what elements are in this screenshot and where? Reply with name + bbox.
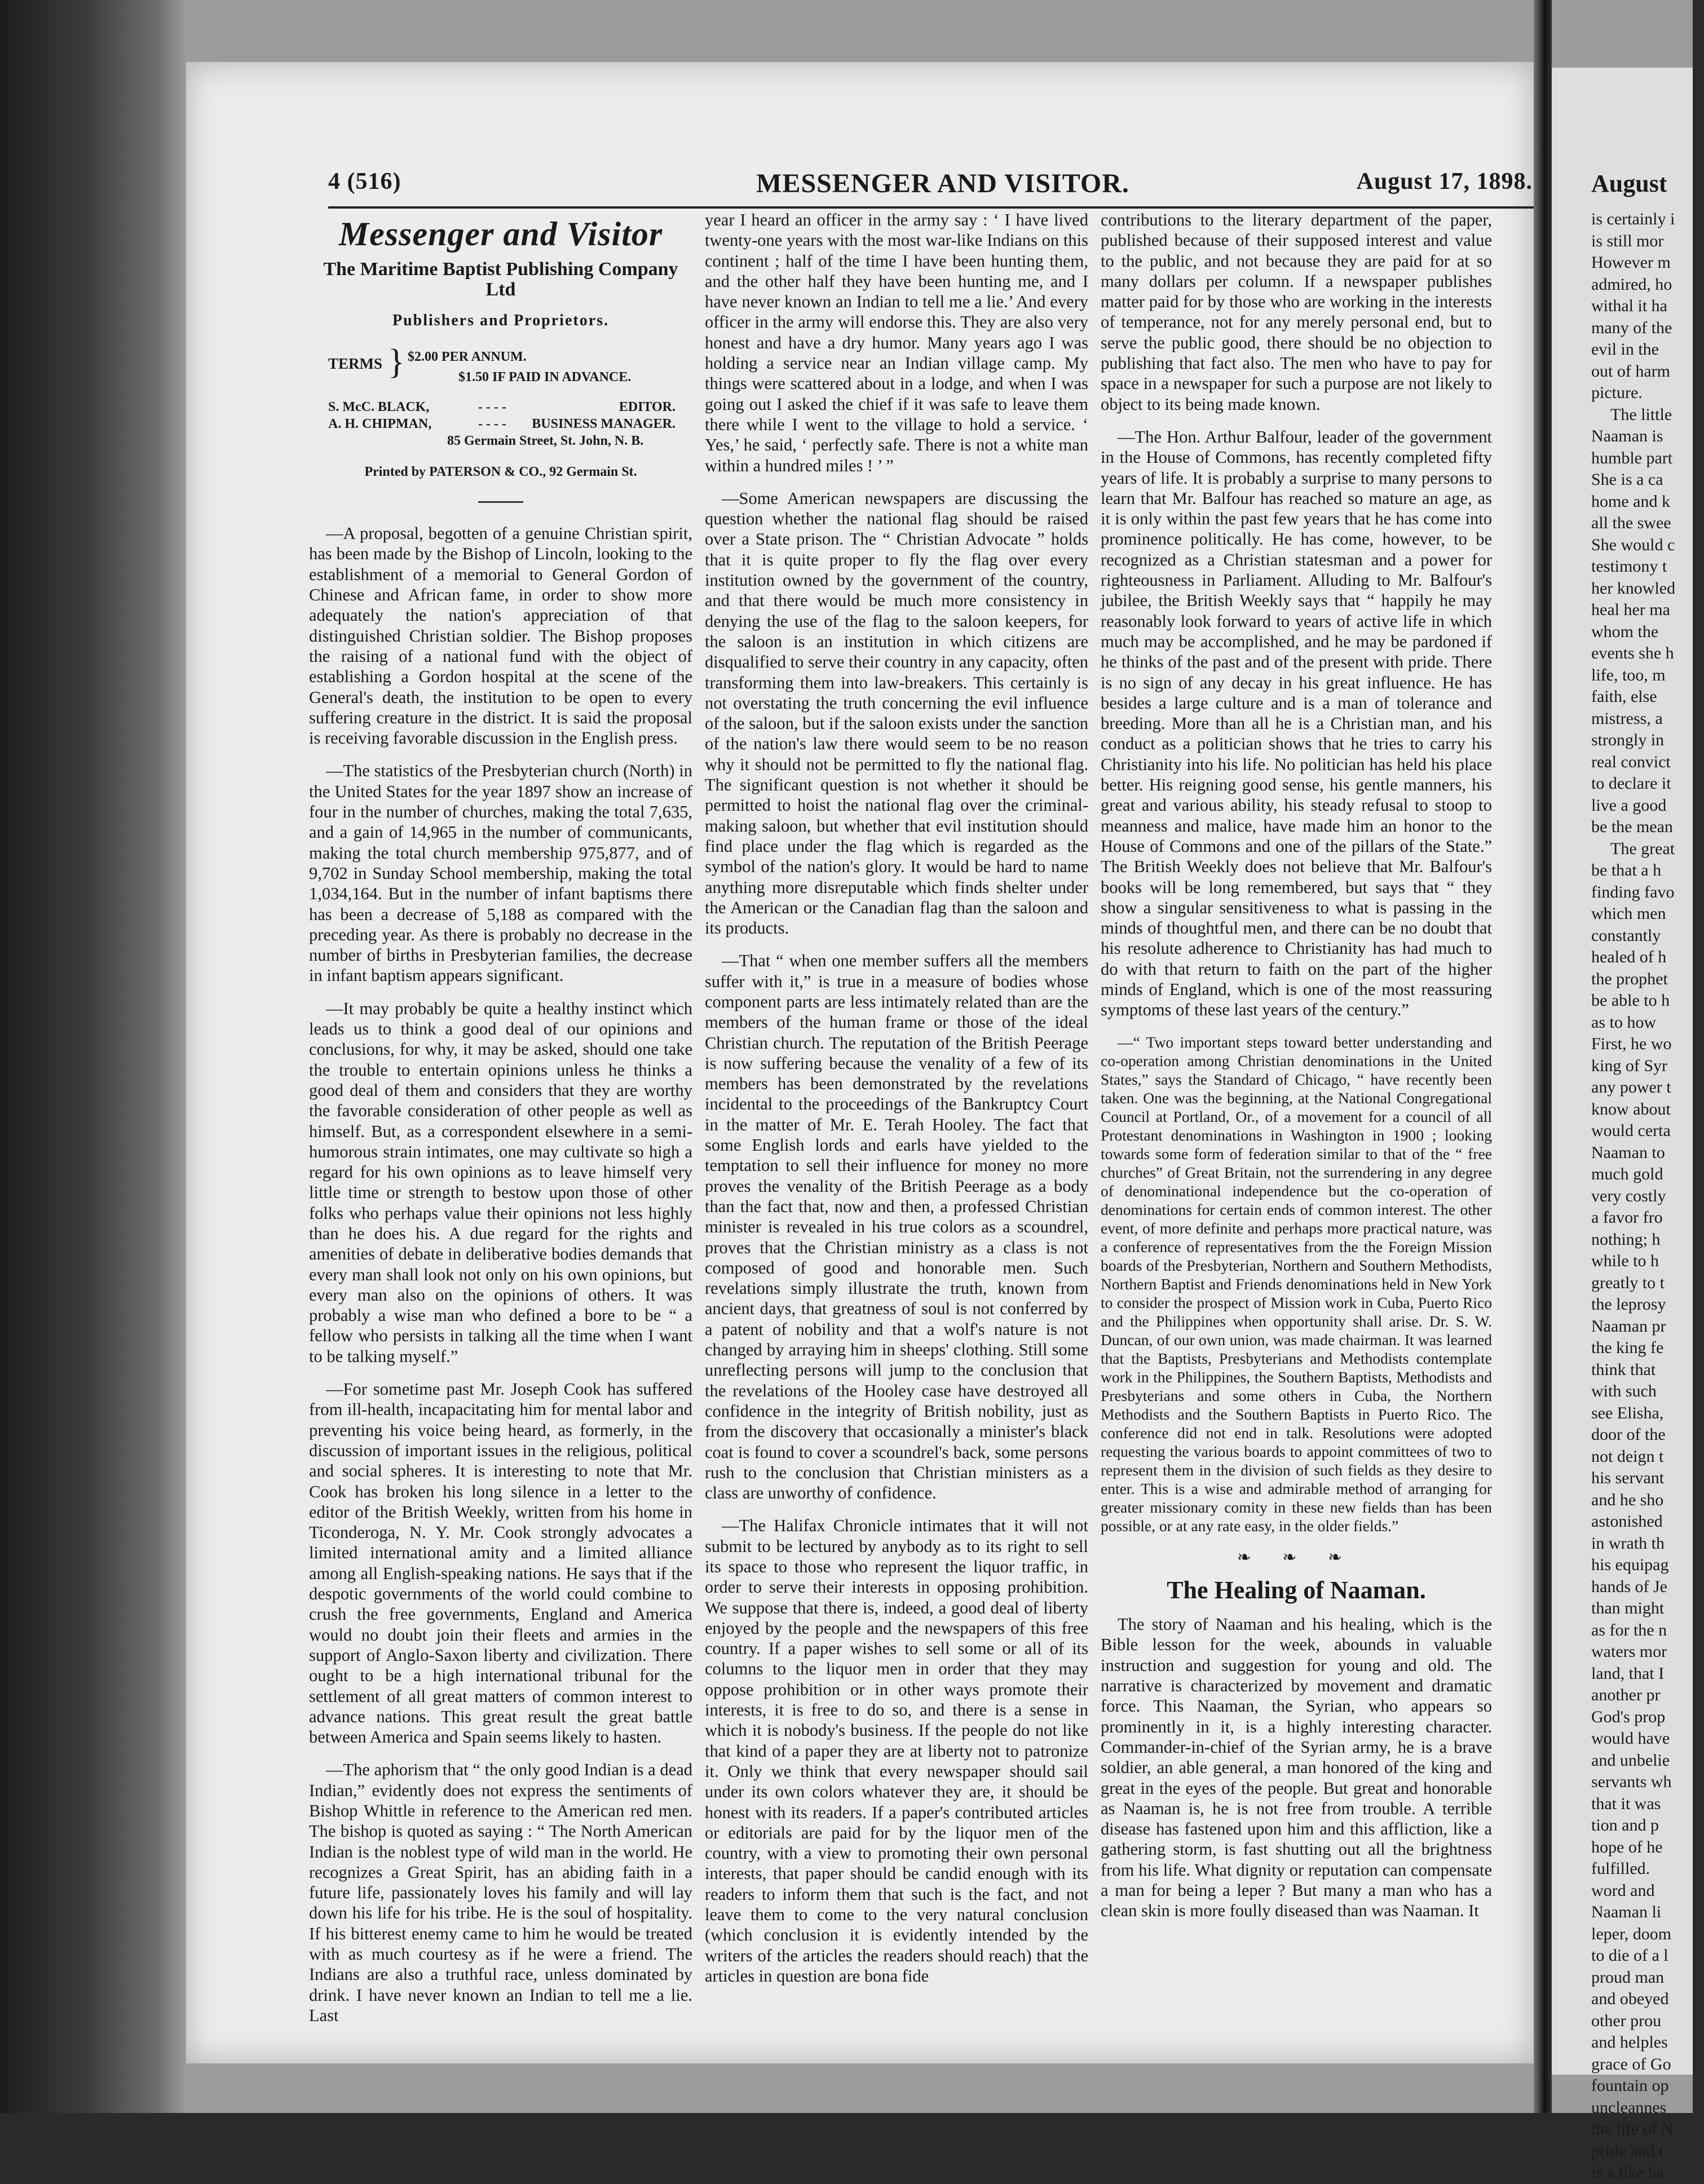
facing-page-line: king of Syr: [1591, 1056, 1667, 1075]
editor-name: S. McC. BLACK,: [328, 399, 430, 414]
column-2: [705, 210, 1088, 1999]
facing-page-line: nothing; h: [1591, 1230, 1661, 1249]
leader-dots: - - - -: [478, 399, 506, 414]
subscription-terms: [309, 340, 692, 391]
facing-page-line: tion and p: [1591, 1816, 1659, 1834]
column-3: [1101, 210, 1492, 1934]
facing-page-line: many of the: [1591, 318, 1672, 337]
facing-page-line: his servant: [1591, 1469, 1665, 1487]
article-paragraph: —The Halifax Chronicle intimates that it will not submit to be lectured by anybody as to its right to sell its space to those who represent the liquor traffic, in order to serve their interests in opposing prohibition. We suppose that there is, indeed, a good deal of liberty enjoyed by the people and the newspapers of this free country. If a paper wishes to sell some or all of its columns to the liquor men in order that they may oppose prohibition or in other ways promote their interests, it is free to do so, and there is a sense in which it is nobody's business. If the people do not like that kind of a paper they are at liberty not to patronize it. Only we think that every newspaper should sail under its own colors whatever they are, it should be honest with its readers. If a paper's contributed articles or editorials are paid for by the liquor men of the country, with a view to promoting their own personal interests, that paper should be candid enough with its readers to inform them that such is the fact, and not leave them to come to the very natural conclusion (which conclusion it is evidently intended by the writers of the articles the readers should reach) that the articles in question are bona fide: [705, 1516, 1088, 1986]
facing-page-line: Naaman is: [1591, 427, 1663, 445]
facing-page-line: hands of Je: [1591, 1577, 1667, 1596]
facing-page-line: the life of N: [1591, 2120, 1674, 2138]
facing-page-line: evil in the: [1591, 340, 1659, 359]
section-heading: The Healing of Naaman.: [1167, 1576, 1426, 1604]
facing-page-line: home and k: [1591, 492, 1670, 511]
facing-page-line: be that a h: [1591, 861, 1662, 879]
header-rule: [328, 206, 1535, 209]
facing-page-line: and unbelie: [1591, 1750, 1670, 1770]
facing-page-line: as for the n: [1591, 1620, 1667, 1639]
facing-page-line: and he sho: [1591, 1490, 1664, 1509]
manager-role: BUSINESS MANAGER.: [532, 416, 676, 431]
masthead-title: Messenger and Visitor: [338, 215, 663, 253]
facing-page-line: Naaman pr: [1591, 1316, 1666, 1336]
facing-page-line: land, that I: [1591, 1664, 1665, 1683]
facing-page-line: healed of h: [1591, 948, 1667, 966]
terms-label: TERMS: [328, 355, 383, 372]
book-gutter: [1534, 0, 1552, 2113]
staff-list: [309, 399, 692, 449]
facing-page-line: picture.: [1591, 383, 1643, 402]
facing-page-line: while to h: [1591, 1252, 1659, 1270]
facing-page-line: that it was: [1591, 1794, 1661, 1813]
facing-page-text: [1591, 209, 1704, 2184]
facing-page-line: events she h: [1591, 644, 1674, 662]
editor-row: [309, 399, 692, 415]
facing-page-line: all the swee: [1591, 514, 1671, 532]
facing-page-line: humble part: [1591, 448, 1673, 467]
facing-page-line: finding favo: [1591, 882, 1675, 901]
paper-name: MESSENGER AND VISITOR.: [756, 169, 1129, 198]
facing-page-line: door of the: [1591, 1425, 1666, 1444]
facing-page-line: grace of Go: [1591, 2054, 1671, 2074]
printer-line: Printed by PATERSON & CO., 92 Germain St.: [364, 464, 637, 479]
article-paragraph: —The Hon. Arthur Balfour, leader of the government in the House of Commons, has recently completed fifty years of life. It is probably a surprise to many persons to learn that Mr. Balfour has reached so mature an age, as it is only within the past few years that he has come into prominence politically. He has come, however, to be recognized as a Christian statesman and a power for righteousness in Parliament. Alluding to Mr. Balfour's jubilee, the British Weekly says that “ happily he may reasonably look forward to years of active life in which much may be accomplished, and he may be pardoned if he thinks of the past and of the present with pride. There is no sign of any decay in his great influence. He has besides a large culture and is a man of tolerance and breeding. More than all he is a Christian man, and his conduct as a politician shows that he tries to carry his Christianity into his life. No politician has held his place better. His reigning good sense, his gentle manners, his great and various ability, his steady refusal to stoop to meanness and malice, have made him an honor to the House of Commons and one of the pillars of the State.” The British Weekly does not believe that Mr. Balfour's books will be long remembered, but says that “ they show a singular sensitiveness to what is passing in the minds of thoughtful men, and there can be no doubt that his resolute adherence to Christianity has had much to do with that return to faith on the part of the higher minds of England, which is one of the most reassuring symptoms of these last years of the century.”: [1101, 427, 1492, 1020]
facing-page-line: is certainly i: [1591, 210, 1675, 228]
newspaper-page: [186, 62, 1534, 2063]
facing-page-header: August: [1591, 170, 1667, 197]
facing-page-line: leper, doom: [1591, 1924, 1672, 1943]
facing-page-line: is a like ha: [1591, 2163, 1665, 2182]
facing-page-line: be the mean: [1591, 817, 1673, 836]
article-paragraph: —A proposal, begotten of a genuine Christian spirit, has been made by the Bishop of Lincoln, looking to the establishment of a memorial to General Gordon of Chinese and African fame, in order to show more adequately the nation's appreciation of that distinguished Christian soldier. The Bishop proposes the raising of a national fund with the object of establishing a Gordon hospital at the scene of the General's death, the institution to be open to every suffering creature in the district. It is said the proposal is receiving favorable discussion in the English press.: [309, 524, 692, 748]
facing-page-line: her knowled: [1591, 578, 1676, 598]
facing-page-line: be able to h: [1591, 991, 1670, 1010]
facing-page: [1552, 68, 1693, 2182]
facing-page-line: strongly in: [1591, 731, 1665, 749]
facing-page-line: in wrath th: [1591, 1533, 1665, 1553]
facing-page-line: his equipag: [1591, 1555, 1669, 1574]
facing-page-line: a favor fro: [1591, 1208, 1663, 1227]
facing-page-line: think that: [1591, 1360, 1656, 1379]
article-paragraph: —Some American newspapers are discussing the question whether the national flag should be raised over a State prison. The “ Christian Advocate ” holds that it is quite proper to fly the flag over every institution owned by the government of the country, and that there would be much more consistency in denying the use of the flag to the saloon keepers, for the saloon is an institution in which citizens are disqualified to serve their country in any capacity, often transforming them into law-breakers. This certainly is not overstating the truth concerning the evil influence of the saloon, but if the saloon exists under the sanction of the nation's law there would seem to be no reason why it should not be permitted to fly the national flag. The significant question is not whether it should be permitted to hoist the national flag over the criminal-making saloon, but whether that evil institution should find place under the flag which is regarded as the symbol of the nation's glory. It would be hard to name anything more disreputable which finds shelter under the American or the Canadian flag than the saloon and its products.: [705, 488, 1088, 938]
facing-page-line: would have: [1591, 1729, 1670, 1748]
facing-page-line: the prophet: [1591, 969, 1668, 988]
manager-row: [309, 415, 692, 432]
leader-dots: - - - -: [478, 416, 506, 431]
article-paragraph: —For sometime past Mr. Joseph Cook has suffered from ill-health, incapacitating him for mental labor and preventing his voice being heard, as formerly, in the discussion of important issues in the religious, political and social spheres. It is interesting to note that Mr. Cook has broken his long silence in a letter to the editor of the British Weekly, written from his home in Ticonderoga, N. Y. Mr. Cook strongly advocates a limited international amity and a limited alliance among all English-speaking nations. He says that if the despotic governments of the world could combine to crush the free governments, England and America would no doubt join their fleets and armies in the support of Anglo-Saxon liberty and civilization. There ought to be a high international tribunal for the settlement of all great matters of common interest to advance nations. This great result the great battle between America and Spain seems likely to hasten.: [309, 1380, 692, 1747]
facing-page-line: and obeyed: [1591, 1990, 1669, 2008]
facing-page-line: faith, else: [1591, 687, 1657, 706]
masthead-proprietors: Publishers and Proprietors.: [392, 311, 610, 329]
facing-page-line: to declare it: [1591, 774, 1671, 793]
facing-page-line: withal it ha: [1591, 297, 1667, 315]
facing-page-line: another pr: [1591, 1686, 1661, 1704]
facing-page-line: She would c: [1591, 535, 1675, 554]
facing-page-line: much gold: [1591, 1165, 1663, 1183]
facing-page-line: She is a ca: [1591, 470, 1663, 489]
facing-page-line: waters mor: [1591, 1642, 1667, 1661]
facing-page-line: astonished: [1591, 1512, 1663, 1531]
facing-page-line: servants wh: [1591, 1772, 1672, 1791]
article-paragraph: —The aphorism that “ the only good Indian is a dead Indian,” evidently does not express the sentiments of Bishop Whittle in reference to the American red men. The bishop is quoted as saying : “ The North American Indian is the noblest type of wild man in the world. He recognizes a Great Spirit, has an abiding faith in a future life, passionately loves his family and will lay down his life for his tribe. He is the soul of hospitality. If his bitterest enemy came to him he would be treated with as much courtesy as if he were a friend. The Indians are also a truthful race, unless dominated by drink. I have never known an Indian to tell me a lie. Last: [309, 1760, 692, 2025]
facing-page-line: real convict: [1591, 752, 1671, 771]
page-number: 4 (516): [328, 169, 401, 194]
facing-page-line: admired, ho: [1591, 275, 1672, 294]
facing-page-line: whom the: [1591, 622, 1659, 641]
office-address: 85 Germain Street, St. John, N. B.: [447, 433, 644, 448]
facing-page-line: mistress, a: [1591, 709, 1663, 728]
article-paragraph: The story of Naaman and his healing, which is the Bible lesson for the week, abounds in valuable instruction and suggestion for young and old. The narrative is characterized by movement and dramatic force. This Naaman, the Syrian, who appears so prominently in it, is a highly interesting character. Commander-in-chief of the Syrian army, he is a brave soldier, an able general, a man honored of the king and great in the eyes of the people. But great and honorable as Naaman is, he is not free from trouble. A terrible disease has fastened upon him and this affliction, like a gathering storm, is fast shutting out all the brightness from his life. What dignity or reputation can compensate a man for being a leper ? But many a man who has a clean skin is more foully diseased than was Naaman. It: [1101, 1615, 1492, 1921]
facing-page-line: the king fe: [1591, 1338, 1664, 1357]
facing-page-line: pride and t: [1591, 2141, 1664, 2160]
issue-date: August 17, 1898.: [1356, 169, 1533, 194]
facing-page-line: The little: [1610, 405, 1672, 424]
facing-page-line: The great: [1610, 839, 1675, 858]
facing-page-line: Naaman li: [1591, 1903, 1662, 1921]
facing-page-line: constantly: [1591, 926, 1661, 945]
article-paragraph: —The statistics of the Presbyterian church (North) in the United States for the year 1897 show an increase of four in the number of churches, making the total 7,635, and a gain of 14,965 in the number of communicants, making the total church membership 975,877, and of 9,702 in Sunday School membership, making the total 1,034,164. But in the number of infant baptisms there has been a decrease of 5,188 as compared with the preceding year. As there is probably no decrease in the number of births in Presbyterian families, the decrease in infant baptism appears significant.: [309, 761, 692, 985]
facing-page-line: greatly to t: [1591, 1273, 1665, 1292]
facing-page-line: out of harm: [1591, 361, 1670, 381]
facing-page-line: God's prop: [1591, 1707, 1666, 1726]
column-1: [309, 210, 692, 2038]
editor-role: EDITOR.: [619, 399, 676, 414]
masthead-publisher: The Maritime Baptist Publishing Company Ltd: [323, 259, 678, 300]
facing-page-line: fulfilled.: [1591, 1859, 1650, 1878]
manager-name: A. H. CHIPMAN,: [328, 416, 432, 431]
facing-page-line: live a good: [1591, 795, 1667, 815]
facing-page-line: is still mor: [1591, 231, 1664, 250]
facing-page-line: life, too, m: [1591, 665, 1666, 684]
facing-page-line: and helples: [1591, 2033, 1668, 2052]
terms-annual: $2.00 PER ANNUM.: [408, 349, 527, 364]
facing-page-line: than might: [1591, 1599, 1665, 1617]
masthead: [309, 215, 692, 331]
facing-page-line: fountain op: [1591, 2076, 1669, 2095]
article-paragraph: —“ Two important steps toward better understanding and co-operation among Christian denominations in the United States,” says the Standard of Chicago, “ have recently been taken. One was the beginning, at the National Congregational Council at Portland, Or., of a movement for a council of all Protestant denominations in Washington in 1900 ; looking towards some form of federation similar to that of the “ free churches” of Great Britain, not the surrendering in any degree of denominational independence but the co-operation of denominations for certain ends of common interest. The other event, of more definite and perhaps more practical nature, was a conference of representatives from the the Foreign Mission boards of the Presbyterian, Northern and Southern Methodists, Northern Baptist and Friends denominations held in New York to consider the prospect of Mission work in Cuba, Puerto Rico and the Philippines when opportunity shall arise. Dr. S. W. Duncan, of our own union, was made chairman. It was learned that the Baptists, Presbyterians and Methodists contemplate work in the Philippines, the Southern Baptists, Methodists and Presbyterians and some others in Cuba, the Northern Methodists and the Southern Baptists in Puerto Rico. The conference did not end in talk. Resolutions were adopted requesting the various boards to appoint committees of two to represent them in the division of such fields as they desire to enter. This is a wise and admirable method of arranging for greater missionary comity in these new fields than has been possible, or at any rate easy, in the older fields.”: [1101, 1033, 1492, 1535]
facing-page-line: testimony t: [1591, 557, 1667, 576]
facing-page-line: the leprosy: [1591, 1295, 1666, 1314]
facing-page-line: to die of a l: [1591, 1946, 1668, 1965]
section-dingbat: ❧ ❧ ❧: [1237, 1548, 1356, 1567]
article-paragraph: —That “ when one member suffers all the members suffer with it,” is true in a measure of bodies whose component parts are less intimately related than are the members of the human frame or those of the ideal Christian church. The reputation of the British Peerage is now suffering because the venality of a few of its members has been demonstrated by the revelations incidental to the proceedings of the Bankruptcy Court in the matter of Mr. E. Terah Hooley. The fact that some English lords and earls have yielded to the temptation to sell their influence for money no more proves the venality of the British Peerage as a body than the fact that, now and then, a professed Christian minister is revealed in his true colors as a scoundrel, proves that the Christian ministry as a class is not composed of good and honorable men. Such revelations simply illustrate the truth, known from ancient days, that greatness of soul is not conferred by a patent of nobility and that a wolf's nature is not changed by arraying him in sheeps' clothing. Still some unreflecting persons will jump to the conclusion that the revelations of the Hooley case have destroyed all confidence in the integrity of British nobility, just as from the discovery that occasionally a minister's black coat is found to cover a scoundrel's back, some persons rush to the conclusion that Christian ministers as a class are unworthy of confidence.: [705, 951, 1088, 1503]
facing-page-line: which men: [1591, 904, 1666, 923]
page-header: [328, 168, 1533, 202]
facing-page-line: heal her ma: [1591, 600, 1670, 619]
facing-page-line: not deign t: [1591, 1447, 1664, 1466]
facing-page-line: very costly: [1591, 1186, 1666, 1205]
terms-advance: $1.50 IF PAID IN ADVANCE.: [458, 369, 632, 384]
facing-page-line: see Elisha,: [1591, 1403, 1664, 1422]
facing-page-line: hope of he: [1591, 1837, 1663, 1856]
terms-brace: }: [388, 342, 405, 381]
facing-page-line: would certa: [1591, 1121, 1671, 1140]
article-paragraph: contributions to the literary department of the paper, published because of their supposed interest and value to the public, and not because they are paid for at so many dollars per column. If a newspaper publishes matter paid for by those who are working in the interests of temperance, not for any merely personal end, but to serve the public good, there should be no objection to publishing that fact also. The men who have to pay for space in a newspaper for such a purpose are not likely to object to its being made known.: [1101, 210, 1492, 414]
facing-page-line: word and: [1591, 1881, 1655, 1900]
facing-page-line: with such: [1591, 1382, 1657, 1400]
article-paragraph: year I heard an officer in the army say : ‘ I have lived twenty-one years with the most war-like Indians on this continent ; half of the time I have been hunting them, and the other half they have been hunting me, and I have never known an Indian to tell me a lie.’ And every officer in the army will endorse this. They are also very honest and have a dry humor. Many years ago I was holding a service near an Indian village camp. My things were scattered about in a lodge, and when I was going out I asked the chief if it was safe to leave them there while I went to the village to hold a service. ‘ Yes,’ he said, ‘ perfectly safe. There is not a white man within a hundred miles ! ’ ”: [705, 210, 1088, 475]
facing-page-line: any power t: [1591, 1078, 1671, 1097]
facing-page-line: Naaman to: [1591, 1143, 1665, 1162]
facing-page-line: However m: [1591, 253, 1671, 272]
facing-page-line: as to how: [1591, 1013, 1656, 1032]
facing-page-line: proud man: [1591, 1968, 1665, 1987]
facing-page-line: First, he wo: [1591, 1034, 1672, 1053]
facing-page-line: other prou: [1591, 2011, 1662, 2030]
facing-page-line: know about: [1591, 1099, 1671, 1118]
masthead-rule: [478, 501, 523, 503]
facing-page-line: uncleannes: [1591, 2098, 1667, 2117]
article-paragraph: —It may probably be quite a healthy instinct which leads us to think a good deal of our opinions and conclusions, for why, it may be asked, should one take the trouble to entertain opinions unless he thinks a good deal of them and considers that they are worthy the favorable consideration of other people as well as himself. But, as a correspondent elsewhere in a semi-humorous strain intimates, one may cultivate so high a regard for his own opinions as to leave himself very little time or strength to bestow upon those of other folks who perhaps value their opinions not less highly than he does his. A due regard for the rights and amenities of debate in deliberative bodies demands that every man shall look not only on his own opinions, but every man also on the opinions of others. It was probably a wise man who defined a bore to be “ a fellow who persists in talking all the time when I want to be talking myself.”: [309, 998, 692, 1366]
